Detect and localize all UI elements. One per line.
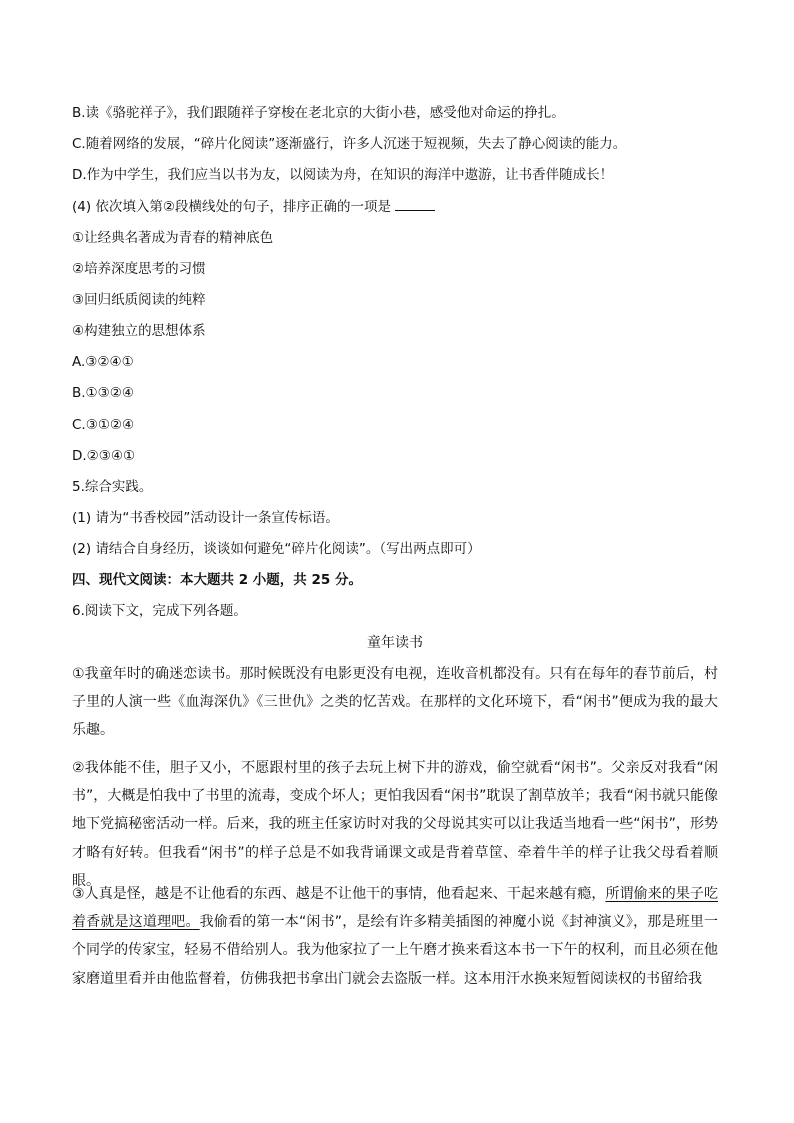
sentence-1: ①让经典名著成为青春的精神底色 <box>72 230 274 246</box>
question-6: 6.阅读下文，完成下列各题。 <box>72 603 247 619</box>
option-c: C.随着网络的发展，“碎片化阅读”逐渐盛行，许多人沉迷于短视频，失去了静心阅读的能力。 <box>72 136 627 152</box>
sentence-4: ④构建独立的思想体系 <box>72 323 206 339</box>
option-d: D.作为中学生，我们应当以书为友，以阅读为舟，在知识的海洋中遨游，让书香伴随成长！ <box>72 167 614 183</box>
choice-b: B.①③②④ <box>72 385 134 401</box>
article-title: 童年读书 <box>367 635 423 651</box>
underlined-sentence: 所谓偷来的果子吃着香就是这道理吧。 <box>72 886 718 931</box>
answer-blank[interactable] <box>395 198 435 211</box>
option-b: B.读《骆驼祥子》，我们跟随祥子穿梭在老北京的大街小巷，感受他对命运的挣扎。 <box>72 105 565 121</box>
section-heading: 四、现代文阅读：本大题共 2 小题，共 25 分。 <box>72 572 362 588</box>
choice-d: D.②③④① <box>72 448 136 464</box>
question-5: 5.综合实践。 <box>72 479 153 495</box>
paragraph-3-start: ③人真是怪，越是不让他看的东西、越是不让他干的事情，他看起来、干起来越有瘾， <box>72 886 606 902</box>
sentence-2: ②培养深度思考的习惯 <box>72 261 206 277</box>
sentence-3: ③回归纸质阅读的纯粹 <box>72 292 206 308</box>
choice-c: C.③①②④ <box>72 417 135 433</box>
question-4 <box>72 197 435 217</box>
paragraph-3-rest: 我偷看的第一本“闲书”，是绘有许多精美插图的神魔小说《封神演义》，那是班里一个同学的传家宝，轻易不借给别人。我为他家拉了一上午磨才换来看这本书一下午的权利，而且必须在他家磨道里看并由他监督着，仿佛我把书拿出门就会去盗版一样。这本用汗水换来短暂阅读权的书留给我 <box>72 914 718 987</box>
question-5-2: (2) 请结合自身经历，谈谈如何避免“碎片化阅读”。（写出两点即可） <box>72 541 481 557</box>
question-5-1: (1) 请为“书香校园”活动设计一条宣传标语。 <box>72 510 339 526</box>
question-4-text: (4) 依次填入第②段横线处的句子，排序正确的一项是 <box>72 199 392 215</box>
paragraph-2: ②我体能不佳，胆子又小，不愿跟村里的孩子去玩上树下井的游戏，偷空就看“闲书”。父亲反对我看“闲书”，大概是怕我中了书里的流毒，变成个坏人；更怕我因看“闲书”耽误了割草放羊；我看“闲书就只能像地下党搞秘密活动一样。后来，我的班主任家访时对我的父母说其实可以让我适当地看一些“闲书”，形势才略有好转。但我看“闲书”的样子总是不如我背诵课文或是背着草筐、牵着牛羊的样子让我父母看着顺眼。 <box>72 760 718 889</box>
paragraph-3 <box>72 880 718 993</box>
choice-a: A.③②④① <box>72 354 134 370</box>
paragraph-1: ①我童年时的确迷恋读书。那时候既没有电影更没有电视，连收音机都没有。只有在每年的春节前后，村子里的人演一些《血海深仇》《三世仇》之类的忆苦戏。在那样的文化环境下，看“闲书”便成为我的最大乐趣。 <box>72 666 718 739</box>
